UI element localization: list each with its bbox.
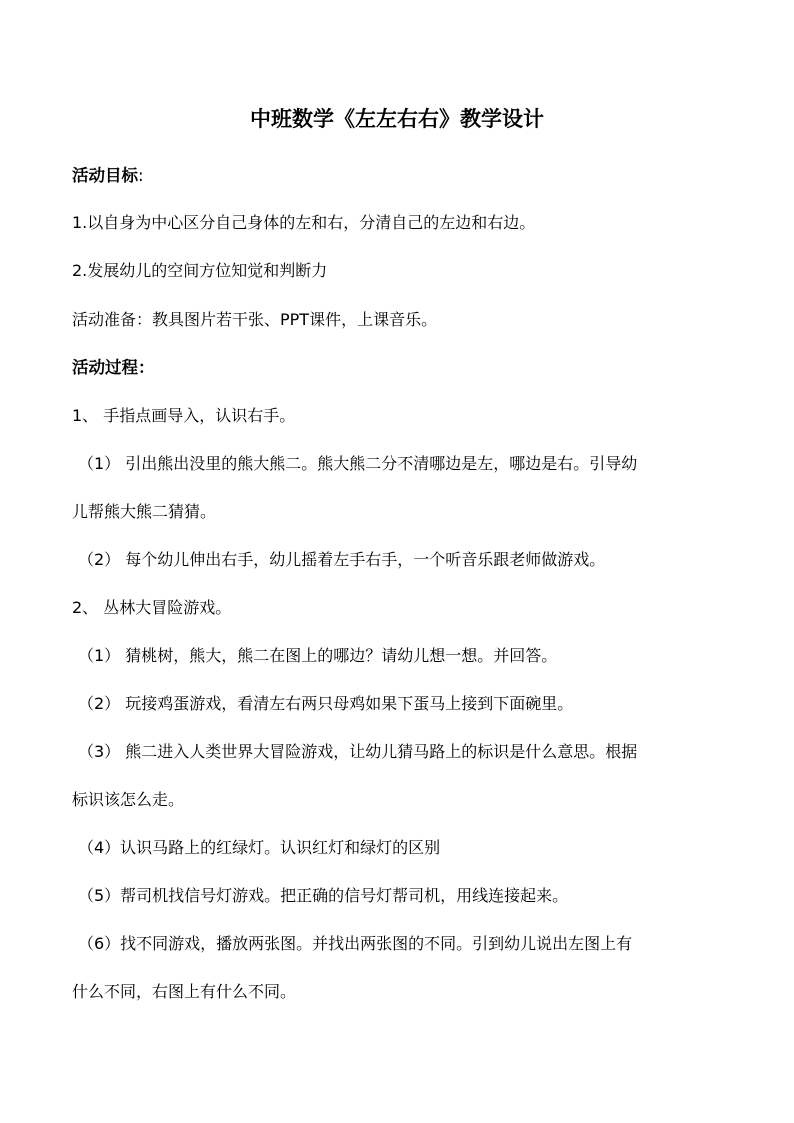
step-2-6-line-a: （6）找不同游戏，播放两张图。并找出两张图的不同。引到幼儿说出左图上有 <box>78 934 633 953</box>
goal-heading: 活动目标 <box>72 166 138 185</box>
process-heading: 活动过程： <box>72 358 155 377</box>
preparation-line: 活动准备：教具图片若干张、PPT课件，上课音乐。 <box>72 310 438 329</box>
goal-item-1: 1.以自身为中心区分自己身体的左和右，分清自己的左边和右边。 <box>72 213 536 232</box>
step-2-3-line-a: （3） 熊二进入人类世界大冒险游戏，让幼儿猜马路上的标识是什么意思。根据 <box>78 742 638 761</box>
step-2-3-line-b: 标识该怎么走。 <box>72 790 185 809</box>
step-2-6-line-b: 什么不同，右图上有什么不同。 <box>72 982 297 1001</box>
step-2-1: （1） 猜桃树，熊大，熊二在图上的哪边？请幼儿想一想。并回答。 <box>78 646 558 665</box>
step-1-1-line-a: （1） 引出熊出没里的熊大熊二。熊大熊二分不清哪边是左，哪边是右。引导幼 <box>78 454 638 473</box>
step-2: 2、 丛林大冒险游戏。 <box>72 598 232 617</box>
step-1-1-line-b: 儿帮熊大熊二猜猜。 <box>72 502 217 521</box>
step-2-5: （5）帮司机找信号灯游戏。把正确的信号灯帮司机，用线连接起来。 <box>78 886 569 905</box>
goal-item-2: 2.发展幼儿的空间方位知觉和判断力 <box>72 261 328 280</box>
step-2-2: （2） 玩接鸡蛋游戏，看清左右两只母鸡如果下蛋马上接到下面碗里。 <box>78 694 574 713</box>
step-2-4: （4）认识马路上的红绿灯。认识红灯和绿灯的区别 <box>78 838 441 857</box>
goal-heading-colon: : <box>138 166 144 185</box>
goal-heading-line <box>72 165 732 187</box>
document-title: 中班数学《左左右右》教学设计 <box>250 107 544 131</box>
step-1-2: （2） 每个幼儿伸出右手，幼儿摇着左手右手，一个听音乐跟老师做游戏。 <box>78 550 606 569</box>
step-1: 1、 手指点画导入，认识右手。 <box>72 406 296 425</box>
